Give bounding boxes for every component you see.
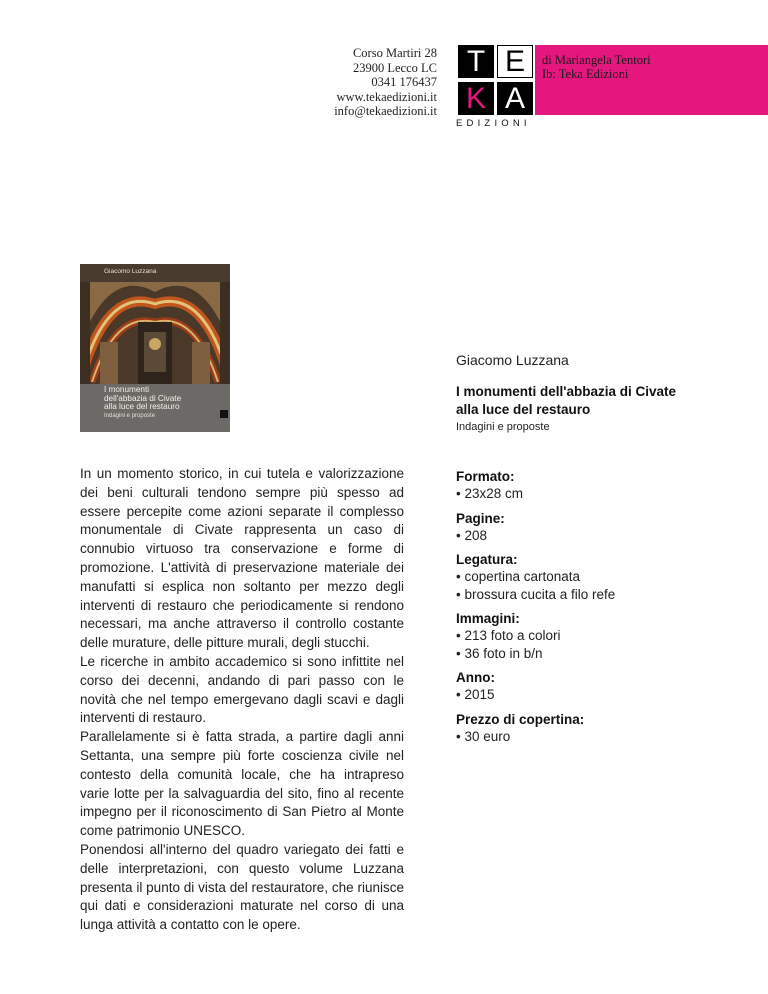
spec-value: • 2015 xyxy=(456,687,495,702)
description-paragraph: Ponendosi all'interno del quadro variegato dei fatti e delle interpretazioni, con questo volume Luzzana presenta il punto di vista del restauratore, che riunisce qui dati e considerazioni maturate nel corso di una lunga attività a contatto con le opere. xyxy=(80,841,404,933)
spec-label: Formato: xyxy=(456,469,515,484)
description-paragraph: Le ricerche in ambito accademico si sono infittite nel corso dei decenni, andando di pari passo con le novità che nel tempo emergevano dagli scavi e dagli interventi di restauro. xyxy=(80,653,404,726)
spec-label: Anno: xyxy=(456,670,495,685)
address-street: Corso Martiri 28 xyxy=(352,46,437,60)
description-paragraph: In un momento storico, in cui tutela e valorizzazione dei beni culturali tendono sempre più spesso ad essere percepite come azioni separate il complesso monumentale di Civate rappresenta un caso di connubio virtuoso tra conservazione e forme di promozione. L'attività di preservazione materiale dei manufatti si esplica non soltanto per mezzo degli interventi di restauro che periodicamente si rendono necessari, ma anche attraverso il controllo costante delle murature, delle pitture murali, degli stucchi. xyxy=(80,466,404,651)
spec-images xyxy=(456,610,756,662)
book-specs xyxy=(456,468,756,752)
spec-label: Pagine: xyxy=(456,510,505,526)
publisher-address xyxy=(334,46,437,119)
spec-value: • 36 foto in b/n xyxy=(456,645,543,661)
publisher-banner xyxy=(535,45,768,115)
spec-label: Immagini: xyxy=(456,611,520,626)
teka-logo xyxy=(458,45,534,115)
book-title-line: alla luce del restauro xyxy=(456,402,591,417)
logo-letter-t: T xyxy=(458,45,494,78)
cover-publisher-mark xyxy=(220,410,228,418)
logo-wordmark: EDIZIONI xyxy=(456,118,531,129)
publisher-brand: Ib: Teka Edizioni xyxy=(542,67,629,81)
logo-letter-a: A xyxy=(497,82,533,115)
book-description xyxy=(80,465,404,935)
spec-pages xyxy=(456,510,756,545)
spec-value: • 208 xyxy=(456,527,488,543)
book-title-line: I monumenti dell'abbazia di Civate xyxy=(456,384,677,399)
cover-title xyxy=(104,386,181,412)
book-author: Giacomo Luzzana xyxy=(456,352,569,368)
cover-title-line: I monumenti xyxy=(104,385,150,394)
cover-title-line: alla luce del restauro xyxy=(104,402,180,412)
publisher-owner: di Mariangela Tentori xyxy=(542,53,651,67)
spec-value: • brossura cucita a filo refe xyxy=(456,586,616,602)
spec-value: • 30 euro xyxy=(456,728,511,744)
cover-title-line: dell'abbazia di Civate xyxy=(104,393,182,403)
spec-value: • 213 foto a colori xyxy=(456,628,561,643)
spec-year xyxy=(456,669,756,704)
address-city: 23900 Lecco LC xyxy=(352,60,437,75)
spec-format xyxy=(456,468,756,503)
logo-letter-k: K xyxy=(458,82,494,115)
cover-author: Giacomo Luzzana xyxy=(104,268,157,275)
description-paragraph: Parallelamente si è fatta strada, a partire dagli anni Settanta, una sempre più forte coscienza civile nel contesto della comunità locale, che ha intrapreso varie lotte per la salvaguardia del sito, fino al recente impegno per il riconoscimento di San Pietro al Monte come patrimonio UNESCO. xyxy=(80,729,404,839)
spec-binding xyxy=(456,551,756,603)
spec-price xyxy=(456,711,756,746)
spec-value: • copertina cartonata xyxy=(456,569,581,584)
book-title xyxy=(456,383,676,419)
book-subtitle: Indagini e proposte xyxy=(456,421,550,433)
book-cover-image xyxy=(80,264,230,432)
spec-label: Prezzo di copertina: xyxy=(456,711,585,727)
spec-label: Legatura: xyxy=(456,552,518,567)
cover-fresco-illustration xyxy=(80,282,230,384)
address-website[interactable]: www.tekaedizioni.it xyxy=(336,89,437,104)
address-email[interactable]: info@tekaedizioni.it xyxy=(334,104,437,119)
address-phone: 0341 176437 xyxy=(371,75,437,90)
spec-value: • 23x28 cm xyxy=(456,486,524,501)
logo-letter-e: E xyxy=(497,45,533,78)
cover-subtitle: Indagini e proposte xyxy=(104,413,156,419)
